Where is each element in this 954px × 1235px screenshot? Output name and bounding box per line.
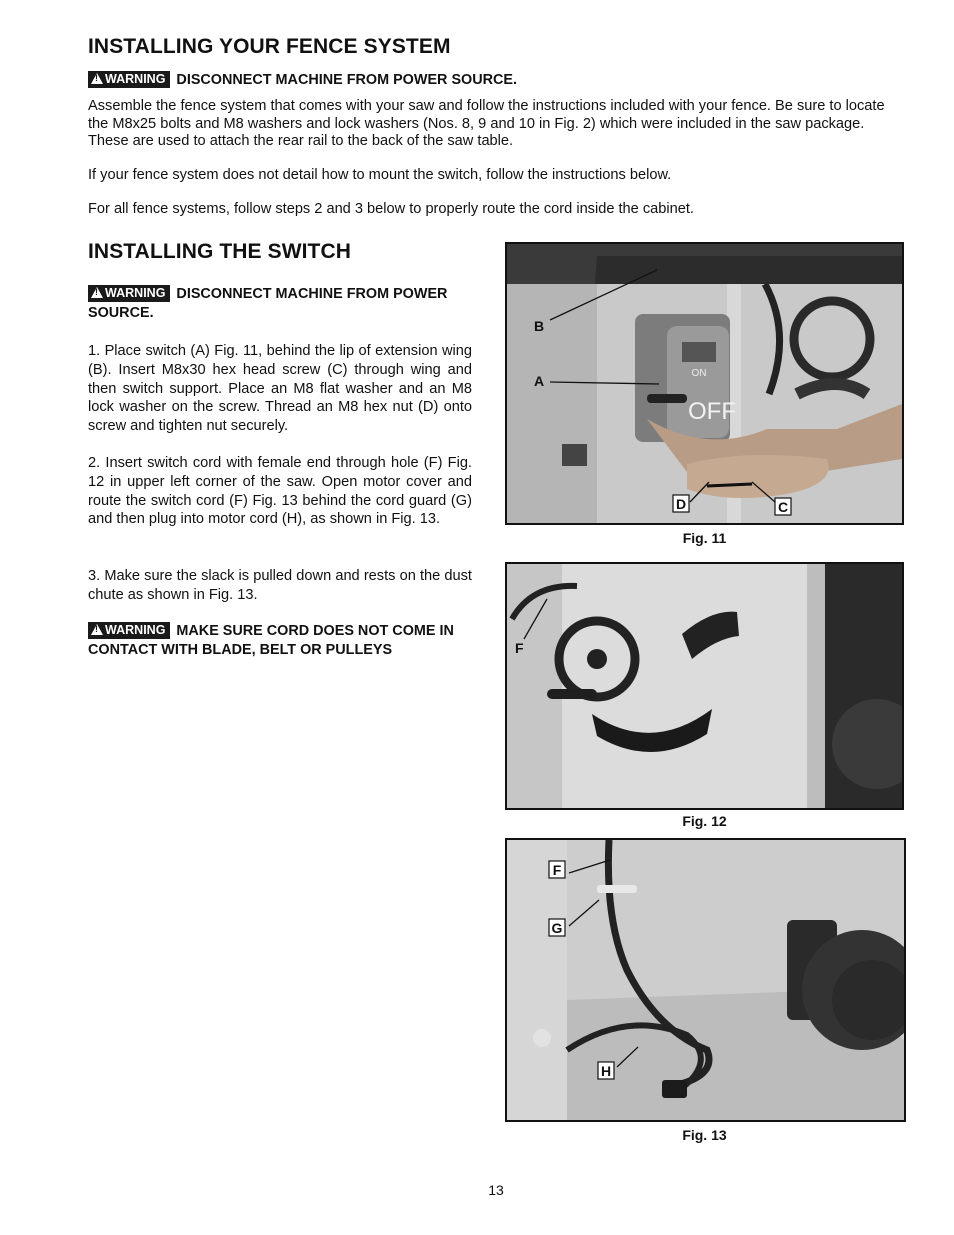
warning-triangle-icon — [91, 73, 103, 84]
warning-badge: !WARNING — [88, 622, 170, 639]
label-f: F — [515, 640, 524, 656]
warning-triangle-icon — [91, 624, 103, 635]
page-number: 13 — [488, 1182, 504, 1198]
label-b: B — [534, 318, 545, 334]
paragraph: If your fence system does not detail how to mount the switch, follow the instructions below. — [88, 167, 672, 183]
warning-line-1 — [88, 71, 517, 90]
warning-badge: !WARNING — [88, 71, 170, 88]
label-h: H — [600, 1063, 612, 1079]
warning-text: DISCONNECT MACHINE FROM POWER SOURCE. — [88, 286, 448, 321]
figure-12-caption: Fig. 12 — [682, 813, 727, 829]
warning-badge: !WARNING — [88, 285, 170, 302]
step-2: 2. Insert switch cord with female end through hole (F) Fig. 12 in upper left corner of the saw. Open motor cover and route the switch cord (F) Fig. 13 behind the cord guard (G) and then plug into motor cord (H), as shown in Fig. 13. — [88, 455, 472, 528]
warning-triangle-icon — [91, 287, 103, 298]
label-a: A — [534, 373, 545, 389]
step-1: 1. Place switch (A) Fig. 11, behind the lip of extension wing (B). Insert M8x30 hex head screw (C) through wing and then switch support. Place an M8 flat washer and an M8 lock washer on the screw. Thread an M8 hex nut (D) onto screw and tighten nut securely. — [88, 343, 472, 435]
figure-12-photo — [505, 562, 904, 810]
section-title-fence: INSTALLING YOUR FENCE SYSTEM — [88, 35, 451, 58]
warning-text: DISCONNECT MACHINE FROM POWER SOURCE. — [176, 72, 518, 88]
figure-11-caption: Fig. 11 — [682, 530, 727, 546]
label-d: D — [675, 496, 687, 512]
section-title-switch: INSTALLING THE SWITCH — [88, 240, 352, 263]
label-c: C — [777, 499, 789, 515]
warning-text: MAKE SURE CORD DOES NOT COME IN CONTACT WITH BLADE, BELT OR PULLEYS — [88, 623, 454, 658]
label-f: F — [552, 862, 562, 878]
switch-on-label: ON — [691, 368, 707, 379]
step-3: 3. Make sure the slack is pulled down and rests on the dust chute as shown in Fig. 13. — [88, 568, 472, 603]
warning-line-3 — [88, 622, 472, 660]
warning-line-2 — [88, 285, 472, 323]
figure-13-caption: Fig. 13 — [682, 1127, 727, 1143]
paragraph: For all fence systems, follow steps 2 and 3 below to properly route the cord inside the cabinet. — [88, 201, 694, 217]
switch-off-label: OFF — [688, 398, 736, 425]
figure-11-photo — [505, 242, 904, 525]
figure-13-photo — [505, 838, 906, 1122]
label-g: G — [551, 920, 563, 936]
paragraph: Assemble the fence system that comes with your saw and follow the instructions included with your fence. Be sure to locate the M8x25 bolts and M8 washers and lock washers (Nos. 8, 9 and 10 in Fig. 2) which were included in the saw package. These are used to attach the rear rail to the back of the saw table. — [88, 98, 885, 149]
